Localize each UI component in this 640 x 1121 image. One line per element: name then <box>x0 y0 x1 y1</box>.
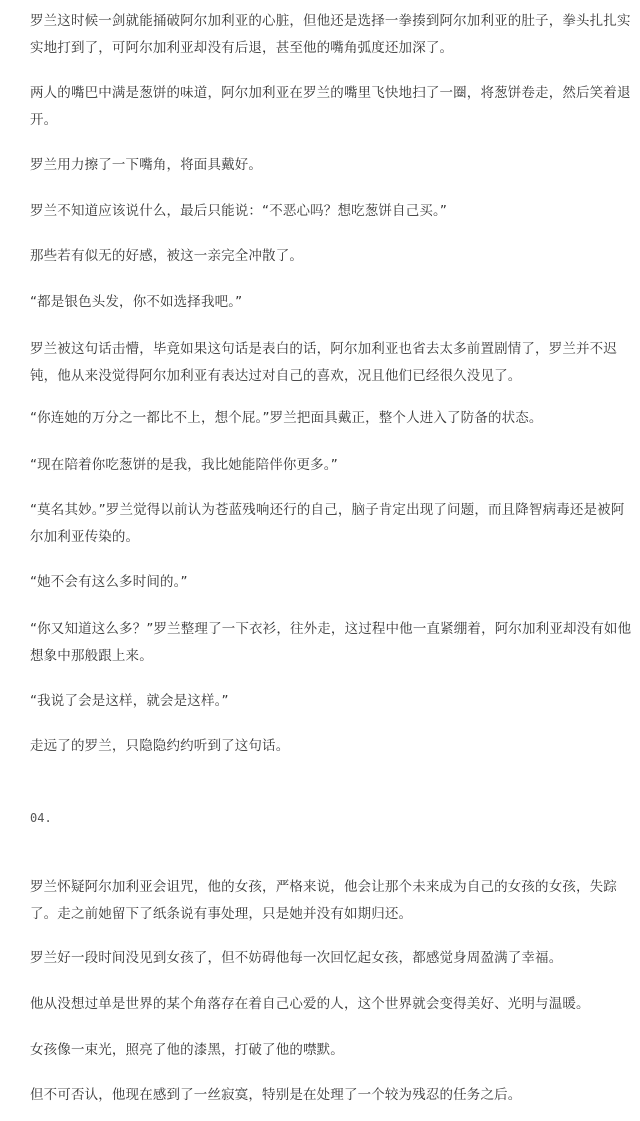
section-number: 04. <box>30 811 52 825</box>
paragraph: “莫名其妙。”罗兰觉得以前认为苍蓝残响还行的自己，脑子肯定出现了问题，而且降智病毒还是被阿尔加利亚传染的。 <box>30 502 625 545</box>
paragraph: 他从没想过单是世界的某个角落存在着自己心爱的人，这个世界就会变得美好、光明与温暖。 <box>30 996 590 1012</box>
paragraph: “我说了会是这样，就会是这样。” <box>30 693 229 709</box>
paragraph: “你连她的万分之一都比不上，想个屁。”罗兰把面具戴正，整个人进入了防备的状态。 <box>30 410 543 426</box>
paragraph: 罗兰不知道应该说什么，最后只能说：“不恶心吗？想吃葱饼自己买。” <box>30 203 448 219</box>
paragraph: 两人的嘴巴中满是葱饼的味道，阿尔加利亚在罗兰的嘴里飞快地扫了一圈，将葱饼卷走，然后笑着退开。 <box>30 85 631 128</box>
paragraph: “她不会有这么多时间的。” <box>30 574 188 590</box>
paragraph: 女孩像一束光，照亮了他的漆黑，打破了他的噤默。 <box>30 1042 344 1058</box>
paragraph: 罗兰被这句话击懵，毕竟如果这句话是表白的话，阿尔加利亚也省去太多前置剧情了，罗兰并不迟钝，他从来没觉得阿尔加利亚有表达过对自己的喜欢，况且他们已经很久没见了。 <box>30 341 617 384</box>
paragraph: 罗兰怀疑阿尔加利亚会诅咒，他的女孩，严格来说，他会让那个未来成为自己的女孩的女孩，失踪了。走之前她留下了纸条说有事处理，只是她并没有如期归还。 <box>30 879 617 922</box>
paragraph: 罗兰好一段时间没见到女孩了，但不妨碍他每一次回忆起女孩，都感觉身周盈满了幸福。 <box>30 950 563 966</box>
paragraph: “你又知道这么多？”罗兰整理了一下衣衫，往外走，这过程中他一直紧绷着，阿尔加利亚却没有如他想象中那般跟上来。 <box>30 621 632 664</box>
paragraph: 那些若有似无的好感，被这一亲完全冲散了。 <box>30 248 303 264</box>
paragraph: 罗兰用力擦了一下嘴角，将面具戴好。 <box>30 157 263 173</box>
paragraph: 走远了的罗兰，只隐隐约约听到了这句话。 <box>30 738 290 754</box>
paragraph: 罗兰这时候一剑就能捅破阿尔加利亚的心脏，但他还是选择一拳揍到阿尔加利亚的肚子，拳头扎扎实实地打到了，可阿尔加利亚却没有后退，甚至他的嘴角弧度还加深了。 <box>30 13 631 56</box>
paragraph: “现在陪着你吃葱饼的是我，我比她能陪伴你更多。” <box>30 457 338 473</box>
paragraph: 但不可否认，他现在感到了一丝寂寞，特别是在处理了一个较为残忍的任务之后。 <box>30 1087 522 1103</box>
paragraph: “都是银色头发，你不如选择我吧。” <box>30 294 243 310</box>
